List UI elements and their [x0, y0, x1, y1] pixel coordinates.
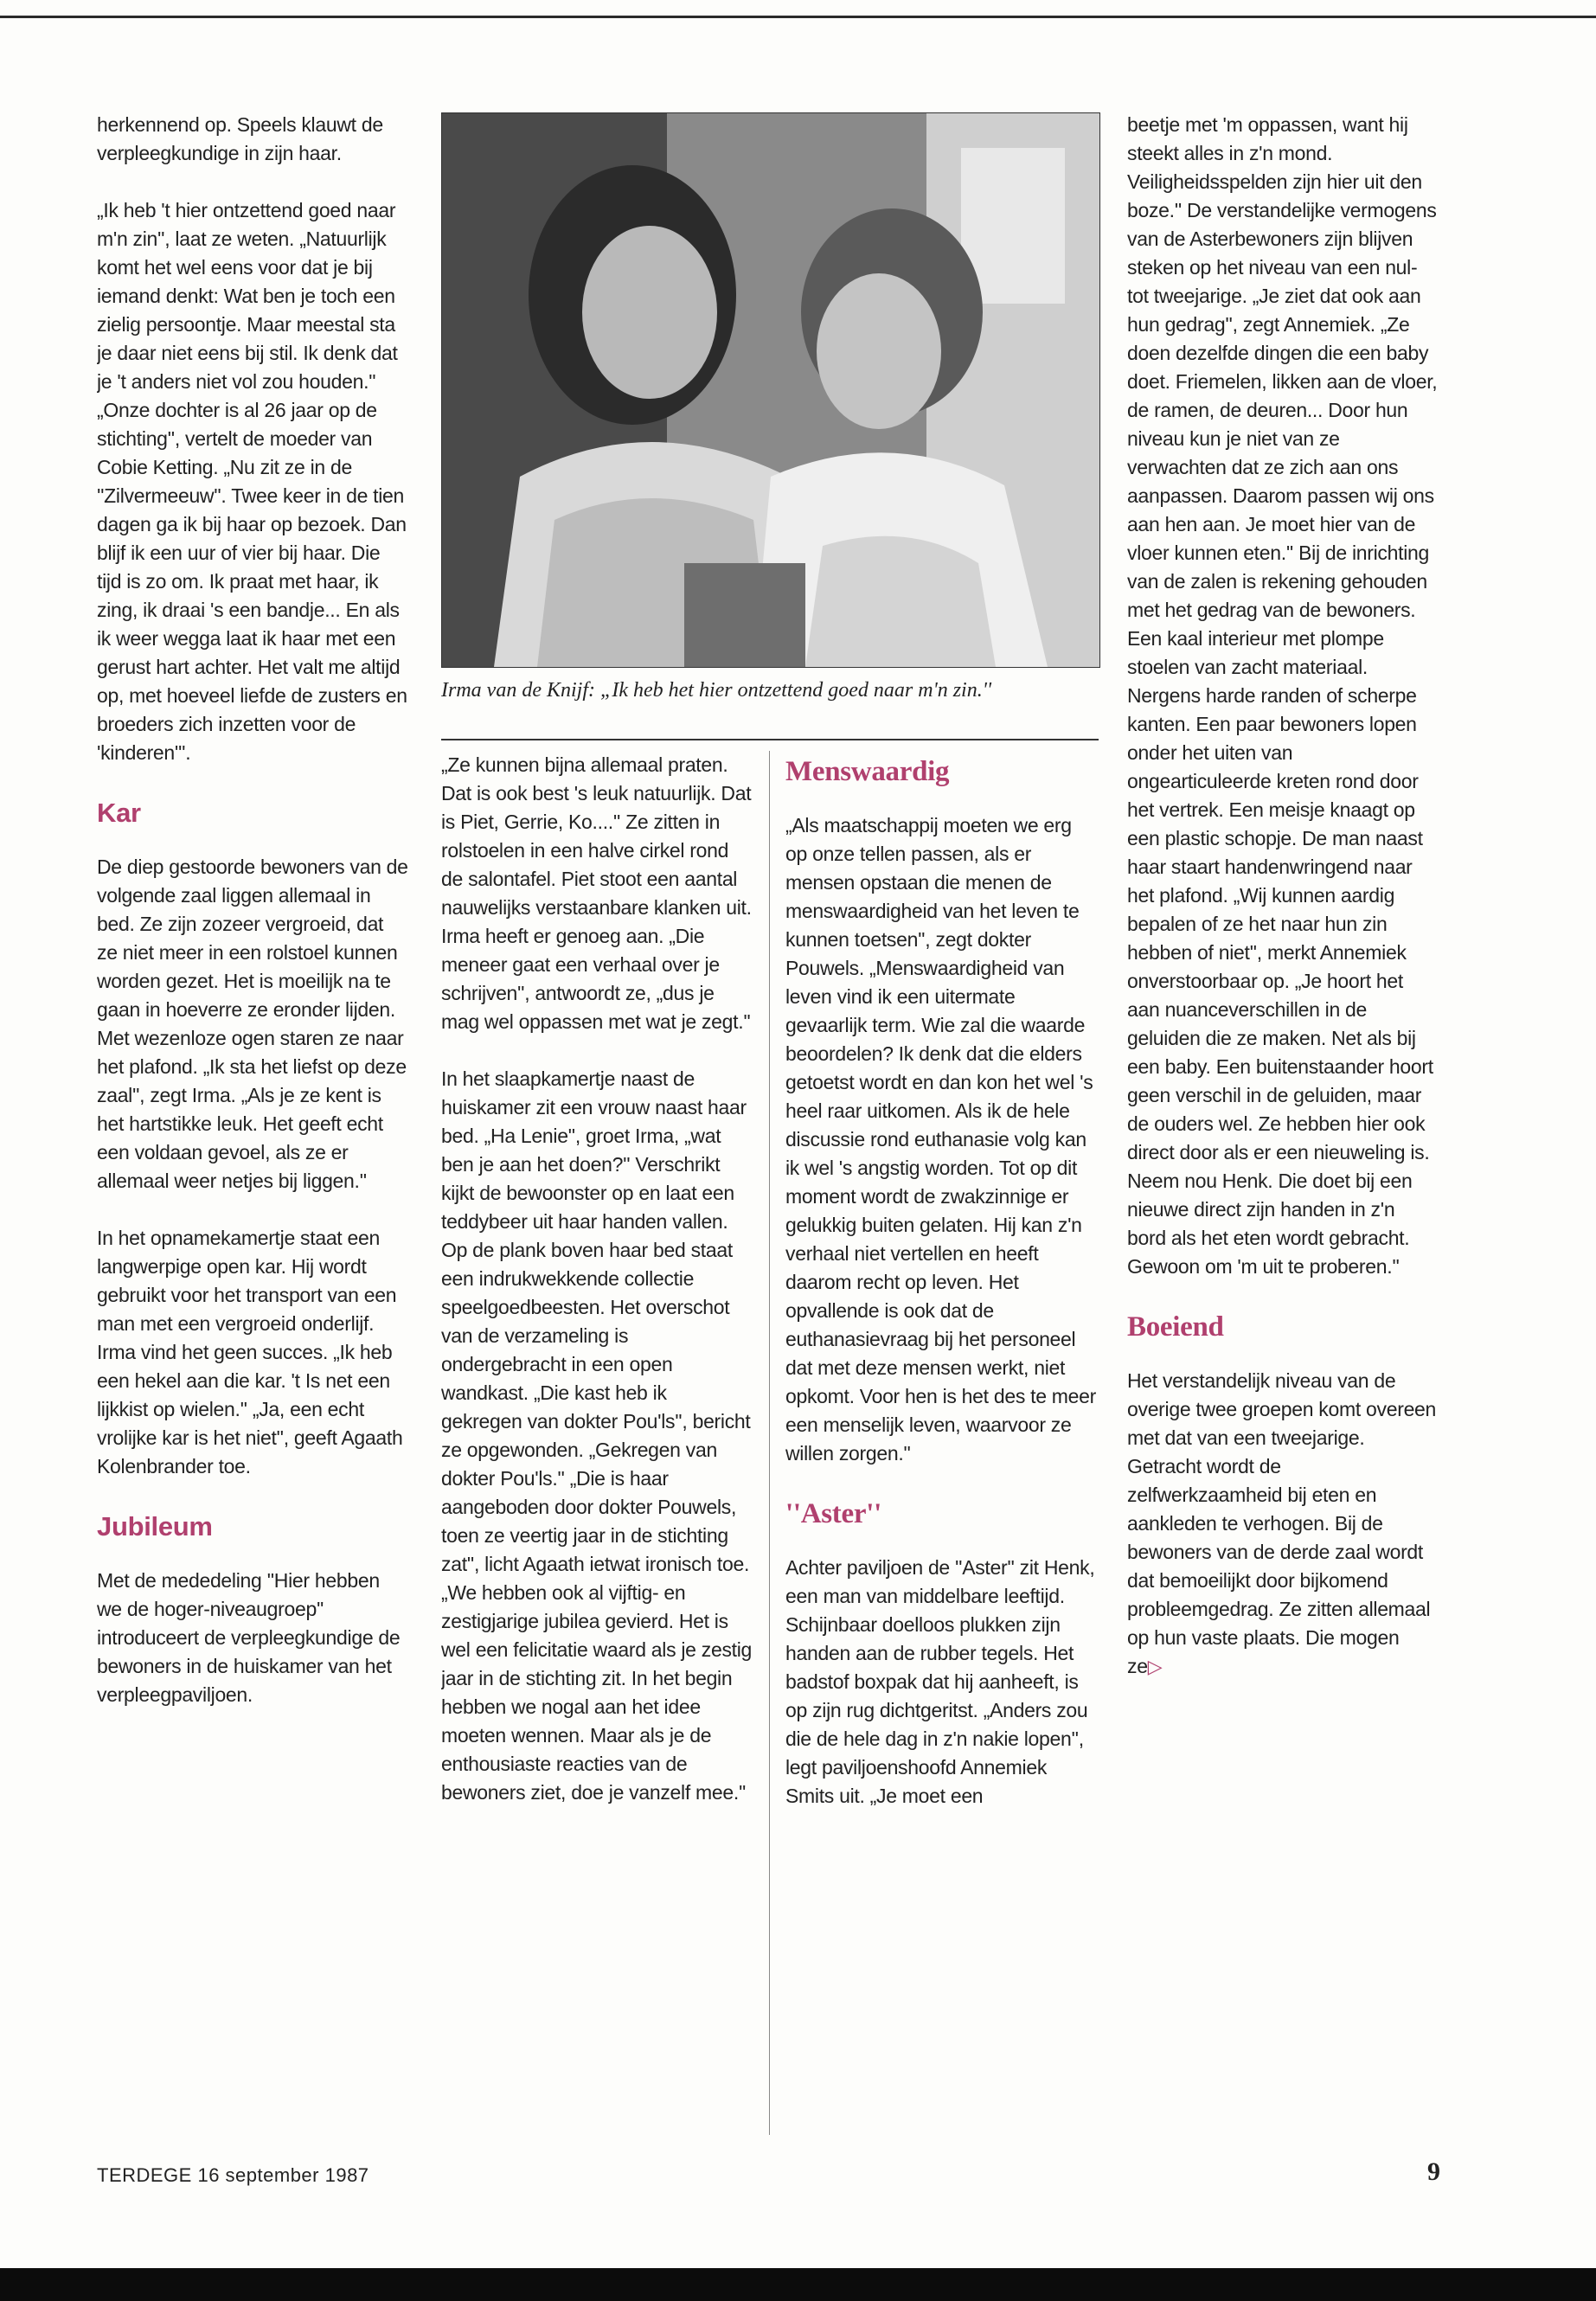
paragraph: [1127, 1367, 1439, 1681]
subheading-aster: ''Aster'': [785, 1498, 881, 1529]
publication-footer: TERDEGE 16 september 1987: [97, 2164, 369, 2186]
photo-caption: Irma van de Knijf: „Ik heb het hier ontzettend goed naar m'n zin.'': [441, 679, 991, 702]
column-4: [1127, 111, 1439, 2135]
subheading-menswaardig: Menswaardig: [785, 756, 950, 787]
continue-arrow-icon: ▷: [1147, 1656, 1163, 1677]
paragraph: „Ze kunnen bijna allemaal praten. Dat is ook best 's leuk natuurlijk. Dat is Piet, Gerrie, Ko....'' Ze zitten in rolstoelen in een halve cirkel rond de salontafel. Piet stoot een aantal nauwelijks verstaanbare klanken uit. Irma heeft er genoeg aan. „Die meneer gaat een verhaal over je schrijven'', antwoordt ze, „dus je mag wel oppassen met wat je zegt.'': [441, 753, 752, 1033]
column-2: [441, 751, 753, 2135]
column-divider: [769, 751, 770, 2135]
caption-rule: [441, 739, 1099, 740]
subheading-jubileum: Jubileum: [97, 1511, 213, 1541]
paragraph-text: Het verstandelijk niveau van de overige twee groepen komt overeen met dat van een tweejarige. Getracht wordt de zelfwerkzaamheid bij eten en aankleden te verhogen. Bij de bewoners van de derde zaal wordt dat bemoeilijkt door bijkomend probleemgedrag. Ze zitten allemaal op hun vaste plaats. Die mogen ze: [1127, 1369, 1437, 1677]
paragraph: In het slaapkamertje naast de huiskamer zit een vrouw naast haar bed. „Ha Lenie'', groet Irma, „wat ben je aan het doen?'' Verschrikt kijkt de bewoonster op en laat een teddybeer uit haar handen vallen. Op de plank boven haar bed staat een indrukwekkende collectie speelgoedbeesten. Het overschot van de verzameling is ondergebracht in een open wandkast. „Die kast heb ik gekregen van dokter Pou'ls'', bericht ze opgewonden. „Gekregen van dokter Pou'ls.'' „Die is haar aangeboden door dokter Pouwels, toen ze veertig jaar in de stichting zat'', licht Agaath ietwat ironisch toe. „We hebben ook al vijftig- en zestigjarige jubilea gevierd. Het is wel een felicitatie waard als je zestig jaar in de stichting zit. In het begin hebben we nogal aan het idee moeten wennen. Maar als je de enthousiaste reacties van de bewoners ziet, doe je vanzelf mee.'': [441, 1067, 753, 1804]
column-3: [785, 751, 1097, 2135]
paragraph: De diep gestoorde bewoners van de volgende zaal liggen allemaal in bed. Ze zijn zozeer vergroeid, dat ze niet meer in een rolstoel kunnen worden gezet. Het is moeilijk na te gaan in hoeverre ze eronder lijden. Met wezenloze ogen staren ze naar het plafond. „Ik sta het liefst op deze zaal'', zegt Irma. „Als je ze kent is het hartstikke leuk. Het geeft echt een voldaan gevoel, als ze er allemaal weer netjes bij liggen.'': [97, 856, 408, 1192]
column-1: [97, 111, 408, 2135]
article-photo: [441, 112, 1100, 668]
photo-illustration: [442, 113, 1099, 667]
top-rule: [0, 16, 1596, 18]
paragraph: „Als maatschappij moeten we erg op onze tellen passen, als er mensen opstaan die menen de menswaardigheid van het leven te kunnen toetsen'', zegt dokter Pouwels. „Menswaardigheid van leven vind ik een uitermate gevaarlijk term. Wie zal die waarde beoordelen? Ik denk dat die elders getoetst wordt en dan kon het wel 's heel raar uitkomen. Als ik de hele discussie rond euthanasie volg kan ik wel 's angstig worden. Tot op dit moment wordt de zwakzinnige er gelukkig buiten gelaten. Hij kan z'n verhaal niet vertellen en heeft daarom recht op leven. Het opvallende is ook dat de euthanasievraag bij het personeel dat met deze mensen werkt, niet opkomt. Voor hen is het des te meer een menselijk leven, waarvoor ze willen zorgen.'': [785, 814, 1096, 1465]
page-number: 9: [1427, 2157, 1440, 2186]
paragraph: „Onze dochter is al 26 jaar op de stichting'', vertelt de moeder van Cobie Ketting. „Nu zit ze in de ''Zilvermeeuw''. Twee keer in de tien dagen ga ik bij haar op bezoek. Dan blijf ik een uur of vier bij haar. Die tijd is zo om. Ik praat met haar, ik zing, ik draai 's een bandje... En als ik weer wegga laat ik haar met een gerust hart achter. Het valt me altijd op, met hoeveel liefde de zusters en broeders zich inzetten voor de 'kinderen'''.: [97, 399, 407, 764]
paragraph: beetje met 'm oppassen, want hij steekt alles in z'n mond. Veiligheidsspelden zijn hier uit den boze.'' De verstandelijke vermogens van de Asterbewoners zijn blijven steken op het niveau van een nul- tot tweejarige. „Je ziet dat ook aan hun gedrag'', zegt Annemiek. „Ze doen dezelfde dingen die een baby doet. Friemelen, likken aan de vloer, de ramen, de deuren... Door hun niveau kun je niet van ze verwachten dat ze zich aan ons aanpassen. Daarom passen wij ons aan hen aan. Je moet hier van de vloer kunnen eten.'' Bij de inrichting van de zalen is rekening gehouden met het gedrag van de bewoners. Een kaal interieur met plompe stoelen van zacht materiaal. Nergens harde randen of scherpe kanten. Een paar bewoners lopen onder het uiten van ongearticuleerde kreten rond door het vertrek. Een meisje knaagt op een plastic schopje. De man naast haar staart handenwringend naar het plafond. „Wij kunnen aardig bepalen of ze het naar hun zin hebben of niet'', merkt Annemiek onverstoorbaar op. „Je hoort het aan nuanceverschillen in de geluiden die ze maken. Net als bij een baby. Een buitenstaander hoort geen verschil in de geluiden, maar de ouders wel. Ze hebben hier ook direct door als er een nieuweling is. Neem nou Henk. Die doet bij een nieuwe direct zijn handen in z'n bord als het eten wordt gebracht. Gewoon om 'm uit te proberen.'': [1127, 113, 1438, 1278]
paragraph: „Ik heb 't hier ontzettend goed naar m'n zin'', laat ze weten. „Natuurlijk komt het wel eens voor dat je bij iemand denkt: Wat ben je toch een zielig persoontje. Maar meestal sta je daar niet eens bij stil. Ik denk dat je 't anders niet vol zou houden.'': [97, 199, 398, 393]
paragraph: Met de mededeling ''Hier hebben we de hoger-niveaugroep'' introduceert de verpleegkundige de bewoners in de huiskamer van het verpleegpaviljoen.: [97, 1569, 401, 1706]
subheading-boeiend: Boeiend: [1127, 1311, 1224, 1343]
paragraph: Achter paviljoen de ''Aster'' zit Henk, een man van middelbare leeftijd. Schijnbaar doelloos plukken zijn handen aan de rubber tegels. Het badstof boxpak dat hij aanheeft, is op zijn rug dichtgeritst. „Anders zou die de hele dag in z'n nakie lopen'', legt paviljoenshoofd Annemiek Smits uit. „Je moet een: [785, 1556, 1095, 1807]
paragraph: In het opnamekamertje staat een langwerpige open kar. Hij wordt gebruikt voor het transport van een man met een vergroeid onderlijf. Irma vind het geen succes. „Ik heb een hekel aan die kar. 't Is net een lijkkist op wielen.'' „Ja, een echt vrolijke kar is het niet'', geeft Agaath Kolenbrander toe.: [97, 1227, 403, 1477]
subheading-kar: Kar: [97, 798, 141, 828]
paragraph: herkennend op. Speels klauwt de verpleegkundige in zijn haar.: [97, 113, 383, 164]
bottom-scan-band: [0, 2268, 1596, 2301]
